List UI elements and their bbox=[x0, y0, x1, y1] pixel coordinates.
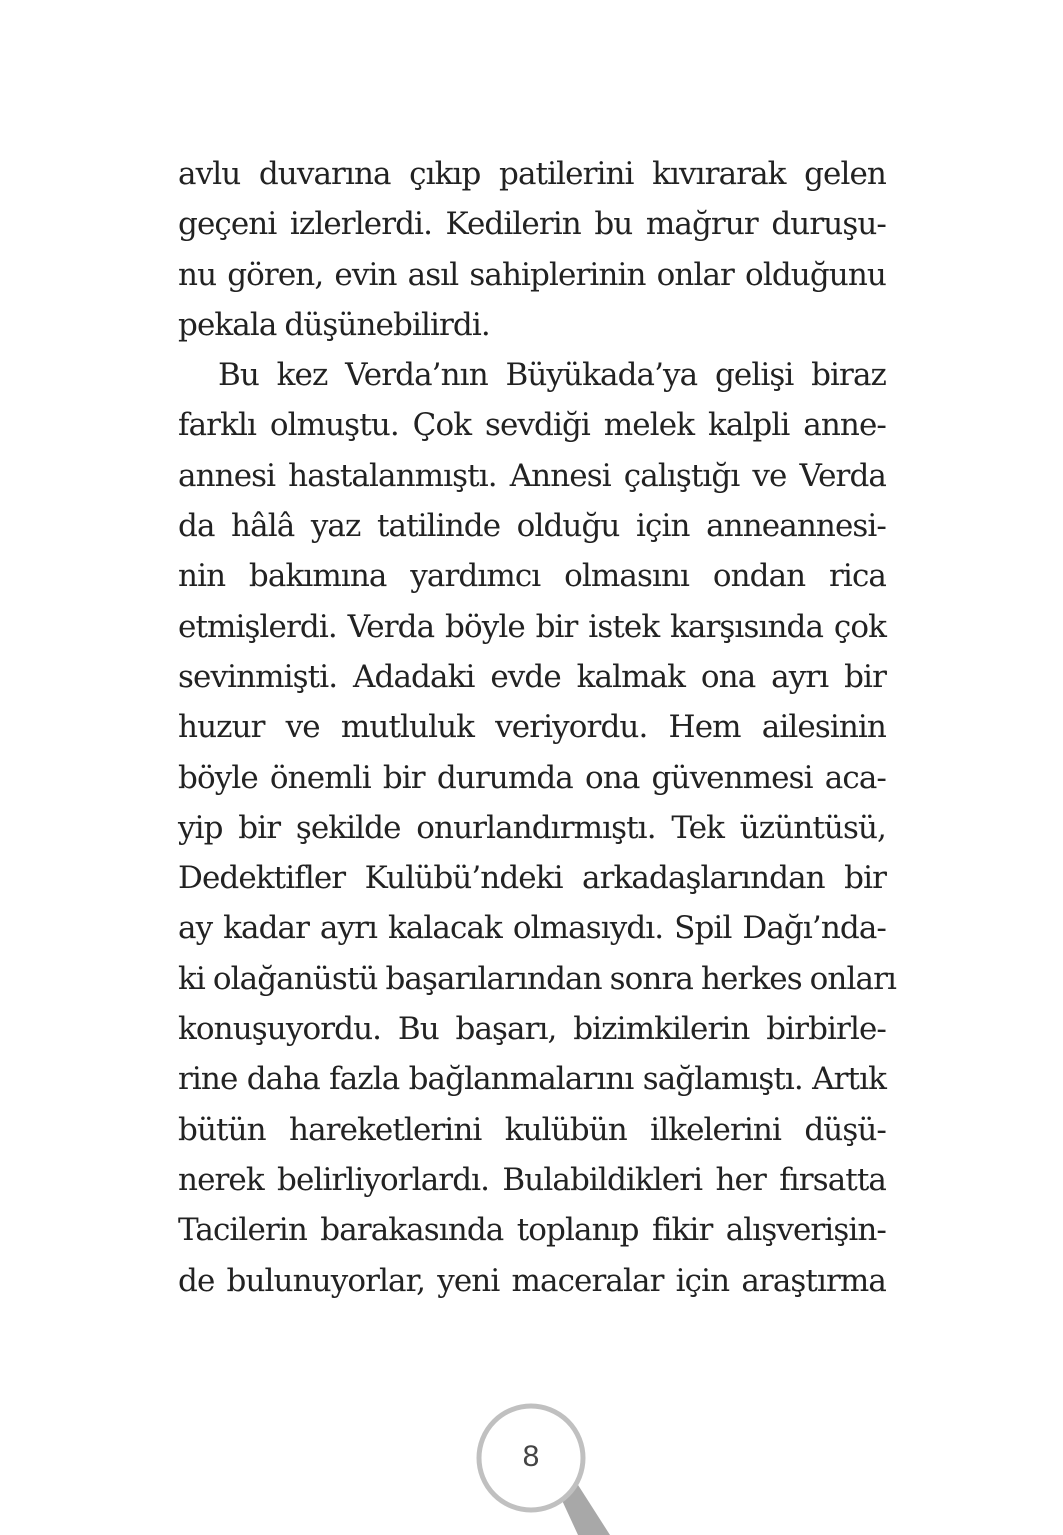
text-line: annesi hastalanmıştı. Annesi çalıştığı ve Verda bbox=[178, 457, 886, 494]
text-line: bütün hareketlerini kulübün ilkelerini düşü- bbox=[178, 1111, 886, 1148]
text-line: avlu duvarına çıkıp patilerini kıvırarak gelen bbox=[178, 156, 886, 192]
text-line: farklı olmuştu. Çok sevdiği melek kalpli anne- bbox=[178, 407, 886, 444]
text-line: nerek belirliyorlardı. Bulabildikleri her fırsatta bbox=[178, 1161, 886, 1198]
text-line: konuşuyordu. Bu başarı, bizimkilerin birbirle- bbox=[178, 1011, 886, 1048]
text-line: da hâlâ yaz tatilinde olduğu için anneannesi- bbox=[178, 508, 886, 545]
text-line: ay kadar ayrı kalacak olmasıydı. Spil Dağı’nda- bbox=[178, 910, 886, 947]
text-line: ki olağanüstü başarılarından sonra herkes onları bbox=[178, 960, 897, 997]
text-line: pekala düşünebilirdi. bbox=[178, 306, 490, 343]
text-line: Dedektifler Kulübü’ndeki arkadaşlarından bir bbox=[178, 860, 886, 897]
text-line: sevinmişti. Adadaki evde kalmak ona ayrı bir bbox=[178, 658, 886, 695]
text-line: etmişlerdi. Verda böyle bir istek karşısında çok bbox=[178, 608, 886, 645]
text-line: böyle önemli bir durumda ona güvenmesi aca- bbox=[178, 759, 886, 796]
text-line: rine daha fazla bağlanmalarını sağlamıştı. Artık bbox=[178, 1061, 886, 1098]
text-line: Tacilerin barakasında toplanıp fikir alışverişin- bbox=[178, 1212, 886, 1249]
text-line: Bu kez Verda’nın Büyükada’ya gelişi biraz bbox=[218, 357, 886, 394]
text-line: huzur ve mutluluk veriyordu. Hem ailesinin bbox=[178, 709, 886, 746]
text-line: de bulunuyorlar, yeni maceralar için araştırma bbox=[178, 1262, 886, 1299]
text-line: nin bakımına yardımcı olmasını ondan rica bbox=[178, 558, 886, 595]
text-line: nu gören, evin asıl sahiplerinin onlar olduğunu bbox=[178, 256, 886, 293]
text-line: geçeni izlerlerdi. Kedilerin bu mağrur duruşu- bbox=[178, 206, 886, 243]
body-text bbox=[178, 149, 897, 1306]
text-line: yip bir şekilde onurlandırmıştı. Tek üzüntüsü, bbox=[178, 809, 886, 846]
page-number: 8 bbox=[522, 1440, 540, 1473]
